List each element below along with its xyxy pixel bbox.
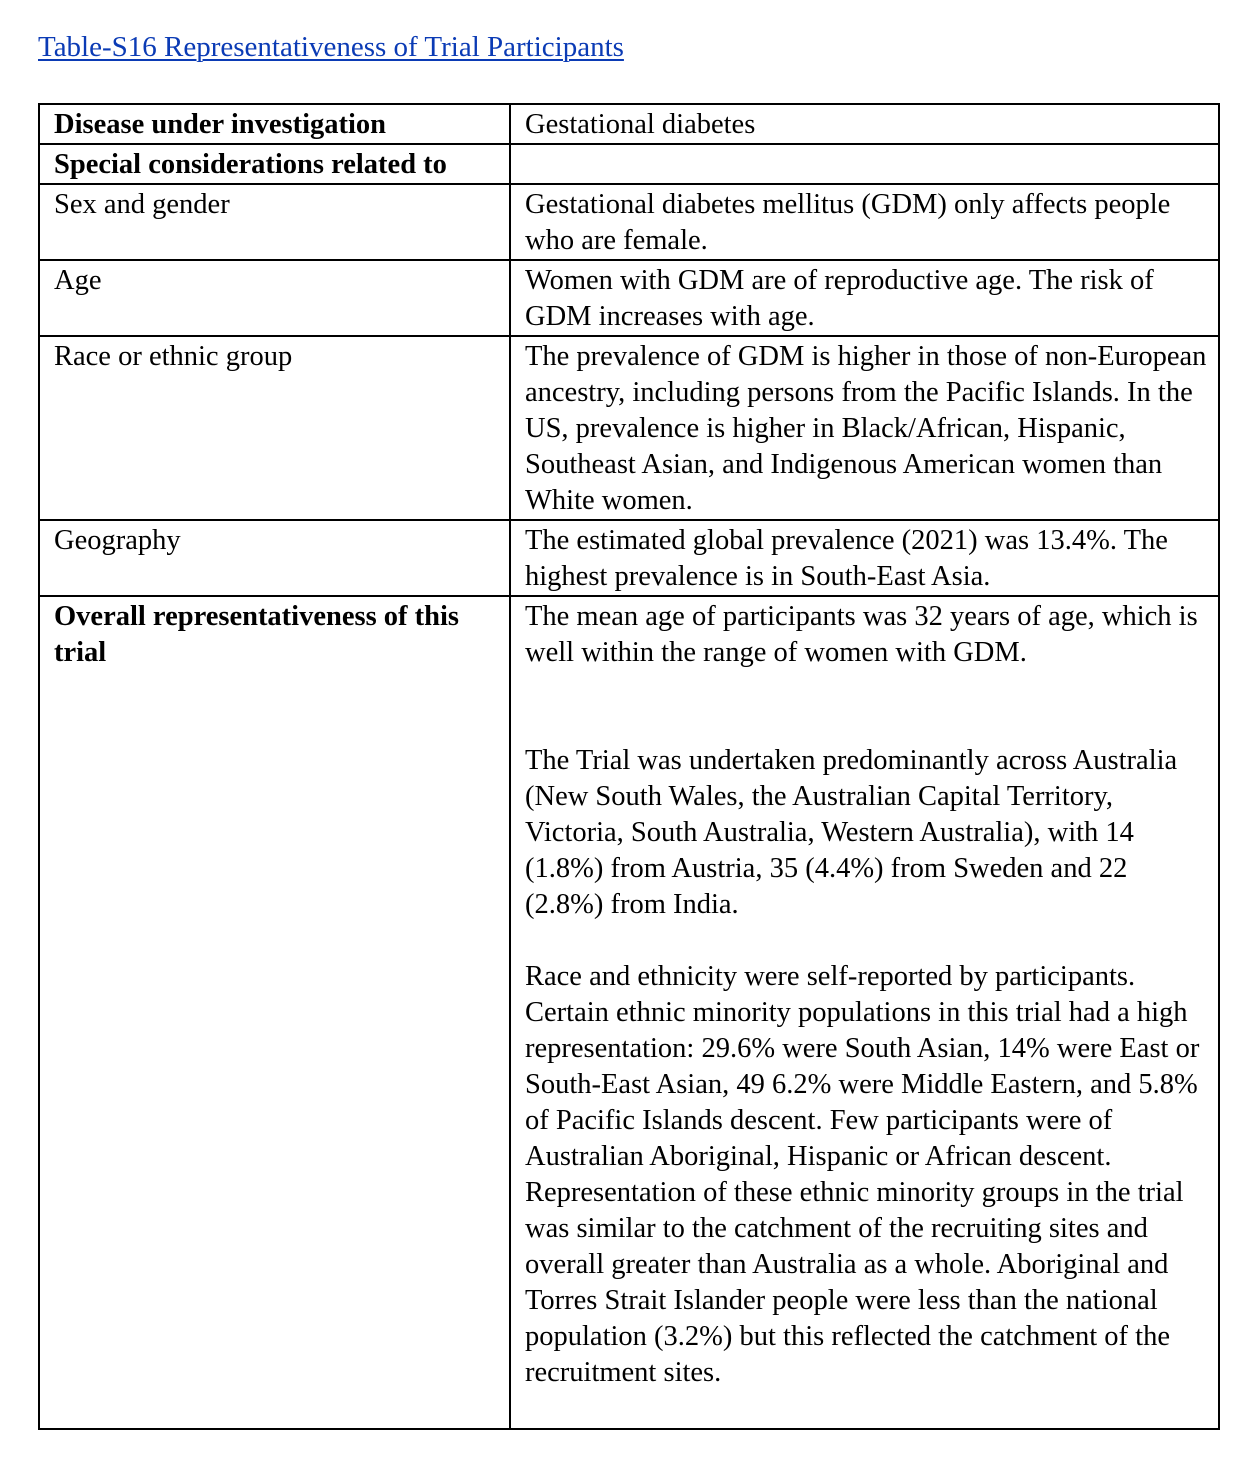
row-label: Age — [39, 260, 510, 336]
table-title-link[interactable]: Table-S16 Representativeness of Trial Participants — [38, 31, 624, 63]
table-row-overall — [39, 596, 1219, 1429]
row-label: Overall representativeness of this trial — [39, 596, 510, 1429]
row-value: Gestational diabetes mellitus (GDM) only affects people who are female. — [510, 184, 1219, 260]
row-value: Women with GDM are of reproductive age. The risk of GDM increases with age. — [510, 260, 1219, 336]
row-label: Race or ethnic group — [39, 336, 510, 520]
spacer — [525, 923, 1210, 959]
row-label: Special considerations related to — [39, 144, 510, 184]
table-row-special-considerations — [39, 144, 1219, 184]
row-value: The prevalence of GDM is higher in those of non-European ancestry, including persons from the Pacific Islands. In the US, prevalence is higher in Black/African, Hispanic, Southeast Asian, and Indigenous American women than White women. — [510, 336, 1219, 520]
row-value: Gestational diabetes — [510, 104, 1219, 144]
row-label: Sex and gender — [39, 184, 510, 260]
paragraph-trial-locations: The Trial was undertaken predominantly across Australia (New South Wales, the Australian Capital Territory, Victoria, South Australia, Western Australia), with 14 (1.8%) from Austria, 35 (4.4%) from Sweden and 22 (2.8%) from India. — [525, 745, 1178, 920]
row-label: Disease under investigation — [39, 104, 510, 144]
representativeness-table — [38, 103, 1220, 1430]
row-value: The estimated global prevalence (2021) was 13.4%. The highest prevalence is in South-East Asia. — [510, 520, 1219, 596]
table-row-disease — [39, 104, 1219, 144]
table-row-geography — [39, 520, 1219, 596]
paragraph-ethnicity: Race and ethnicity were self-reported by participants. Certain ethnic minority populations in this trial had a high representation: 29.6% were South Asian, 14% were East or South-East Asian, 49 6.2% were Middle Eastern, and 5.8% of Pacific Islands descent. Few participants were of Australian Aboriginal, Hispanic or African descent. Representation of these ethnic minority groups in the trial was similar to the catchment of the recruiting sites and overall greater than Australia as a whole. Aboriginal and Torres Strait Islander people were less than the national population (3.2%) but this reflected the catchment of the recruitment sites. — [525, 961, 1200, 1388]
table-row-sex-gender — [39, 184, 1219, 260]
row-label: Geography — [39, 520, 510, 596]
row-value — [510, 144, 1219, 184]
table-row-age — [39, 260, 1219, 336]
row-value — [510, 596, 1219, 1429]
paragraph-mean-age: The mean age of participants was 32 years of age, which is well within the range of women with GDM. — [525, 601, 1198, 668]
table-row-race-ethnicity — [39, 336, 1219, 520]
spacer — [525, 671, 1210, 743]
